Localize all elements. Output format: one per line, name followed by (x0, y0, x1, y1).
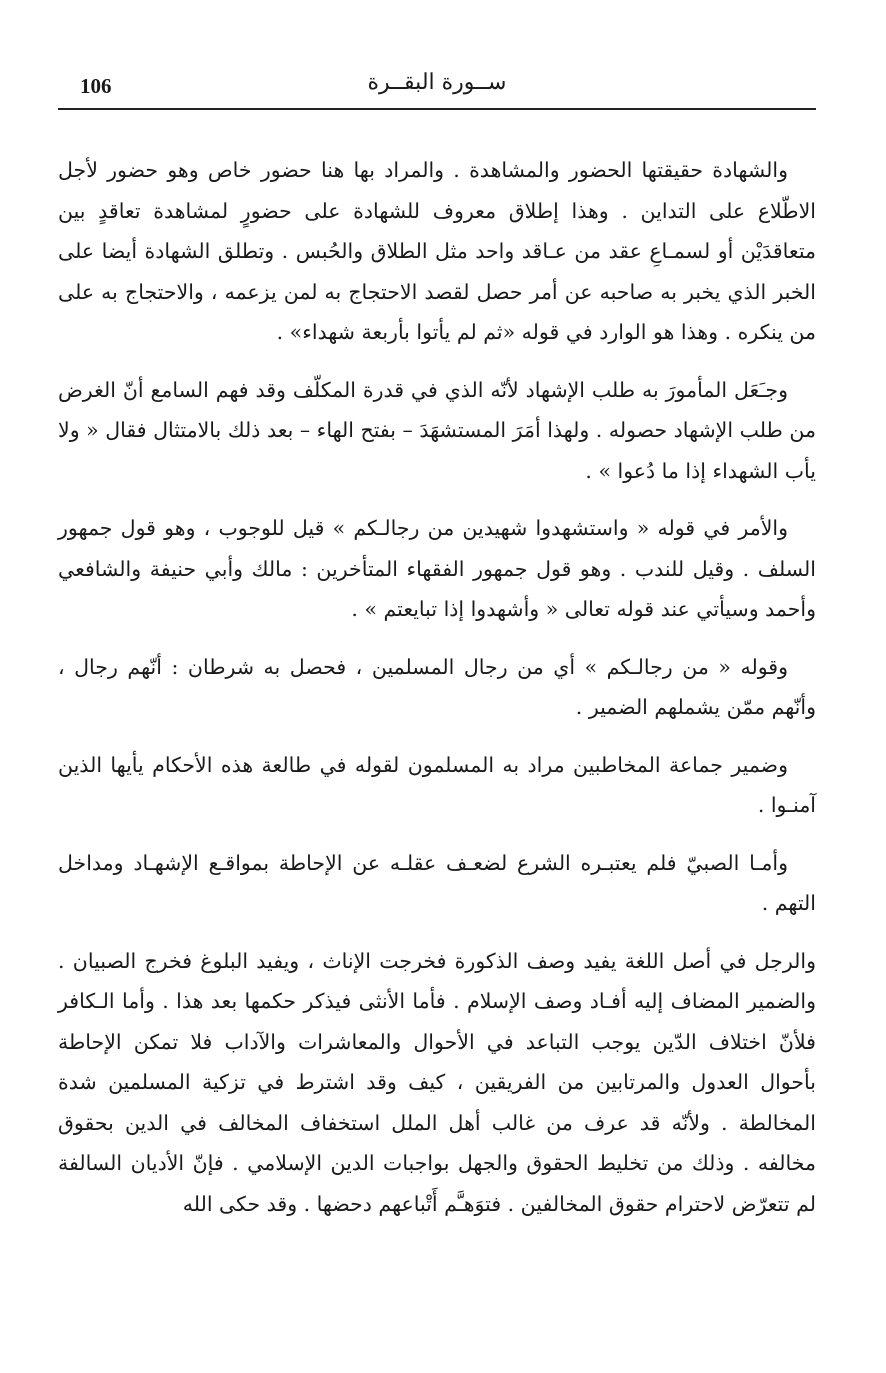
paragraph-4: وقوله « من رجالـكم » أي من رجال المسلمين ، فحصل به شرطان : أنّهم رجال ، وأنّهم ممّن يشملهم الضمير . (58, 654, 816, 719)
running-title: ســورة البقــرة (367, 70, 507, 95)
paragraph-5: وضمير جماعة المخاطبين مراد به المسلمون لقوله في طالعة هذه الأحكام يأيها الذين آمنـوا . (58, 752, 816, 817)
body-text (58, 150, 816, 1224)
paragraph-2: وجـَعَل المأمورَ به طلب الإشهاد لأنّه الذي في قدرة المكلّف وقد فهم السامع أنّ الغرض من طلب الإشهاد حصوله . ولهذا أمَرَ المستشهَدَ – بفتح الهاء – بعد ذلك بالامتثال فقال « ولا يأب الشهداء إذا ما دُعوا » . (58, 377, 816, 483)
paragraph-6: وأمـا الصبيّ فلم يعتبـره الشرع لضعـف عقلـه عن الإحاطة بمواقـع الإشهـاد ومداخل التهم . (58, 850, 816, 915)
page-header (58, 60, 816, 110)
book-page (58, 60, 816, 1340)
paragraph-7: والرجل في أصل اللغة يفيد وصف الذكورة فخرجت الإناث ، ويفيد البلوغ فخرج الصبيان . والضمير المضاف إليه أفـاد وصف الإسلام . فأما الأنثى فيذكر حكمها بعد هذا . وأما الـكافر فلأنّ اختلاف الدّين يوجب التباعد في الأحوال والمعاشرات والآداب فلا تمكن الإحاطة بأحوال العدول والمرتابين من الفريقين ، كيف وقد اشترط في تزكية المسلمين شدة المخالطة . ولأنّه قد عرف من غالب أهل الملل استخفاف المخالف في الدين بحقوق مخالفه . وذلك من تخليط الحقوق والجهل بواجبات الدين الإسلامي . فإنّ الأديان السالفة لم تتعرّض لاحترام حقوق المخالفين . فتوَهـَّم أَتْباعهم دحضها . وقد حكى الله (58, 948, 816, 1216)
paragraph-1: والشهادة حقيقتها الحضور والمشاهدة . والمراد بها هنا حضور خاص وهو حضور لأجل الاطّلاع على التداين . وهذا إطلاق معروف للشهادة على حضورٍ لمشاهدة تعاقدٍ بين متعاقدَيْن أو لسمـاعِ عقد من عـاقد واحد مثل الطلاق والحُبس . وتطلق الشهادة أيضا على الخبر الذي يخبر به صاحبه عن أمر حصل لقصد الاحتجاج به لمن يزعمه ، والاحتجاج به على من ينكره . وهذا هو الوارد في قوله «ثم لم يأتوا بأربعة شهداء» . (58, 158, 816, 344)
paragraph-3: والأمر في قوله « واستشهدوا شهيدين من رجالـكم » قيل للوجوب ، وهو قول جمهور السلف . وقيل للندب . وهو قول جمهور الفقهاء المتأخرين : مالك وأبي حنيفة والشافعي وأحمد وسيأتي عند قوله تعالى « وأشهدوا إذا تبايعتم » . (58, 516, 816, 621)
page-number: 106 (80, 74, 112, 98)
